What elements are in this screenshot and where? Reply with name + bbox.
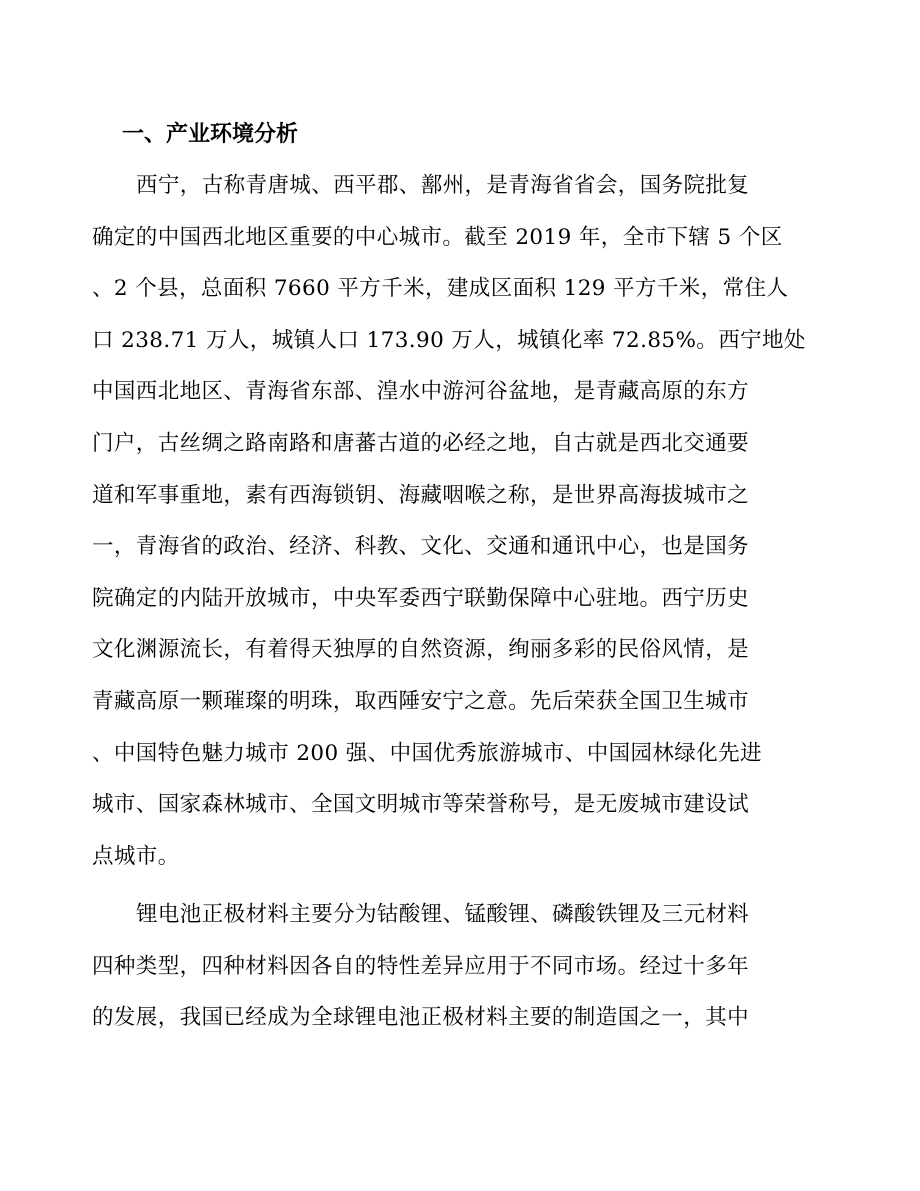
paragraph-line: 青藏高原一颗璀璨的明珠，取西陲安宁之意。先后荣获全国卫生城市 (92, 688, 750, 714)
paragraph-line: 口 238.71 万人，城镇人口 173.90 万人，城镇化率 72.85%。西宁地处 (92, 327, 806, 353)
paragraph-cathode-materials (92, 889, 832, 1044)
paragraph-line: 一，青海省的政治、经济、科教、文化、交通和通讯中心，也是国务 (92, 534, 750, 560)
paragraph-line: 西宁，古称青唐城、西平郡、鄯州，是青海省省会，国务院批复 (136, 173, 750, 198)
paragraph-line: 锂电池正极材料主要分为钴酸锂、锰酸锂、磷酸铁锂及三元材料 (136, 902, 750, 927)
paragraph-line: 文化渊源流长，有着得天独厚的自然资源，绚丽多彩的民俗风情，是 (92, 637, 750, 663)
paragraph-xining-overview (92, 160, 832, 882)
paragraph-line: 道和军事重地，素有西海锁钥、海藏咽喉之称，是世界高海拔城市之 (92, 482, 750, 508)
paragraph-line: 确定的中国西北地区重要的中心城市。截至 2019 年，全市下辖 5 个区 (92, 224, 783, 250)
paragraph-line: 中国西北地区、青海省东部、湟水中游河谷盆地，是青藏高原的东方 (92, 379, 750, 405)
paragraph-line: 城市、国家森林城市、全国文明城市等荣誉称号，是无废城市建设试 (92, 792, 750, 818)
paragraph-line: 、2 个县，总面积 7660 平方千米，建成区面积 129 平方千米，常住人 (92, 276, 789, 302)
section-heading: 一、产业环境分析 (122, 122, 299, 147)
paragraph-line: 的发展，我国已经成为全球锂电池正极材料主要的制造国之一，其中 (92, 1005, 750, 1031)
paragraph-line: 、中国特色魅力城市 200 强、中国优秀旅游城市、中国园林绿化先进 (92, 740, 762, 766)
paragraph-line: 点城市。 (92, 843, 180, 869)
paragraph-line: 四种类型，四种材料因各自的特性差异应用于不同市场。经过十多年 (92, 953, 750, 979)
paragraph-line: 门户，古丝绸之路南路和唐蕃古道的必经之地，自古就是西北交通要 (92, 430, 750, 456)
paragraph-line: 院确定的内陆开放城市，中央军委西宁联勤保障中心驻地。西宁历史 (92, 585, 750, 611)
